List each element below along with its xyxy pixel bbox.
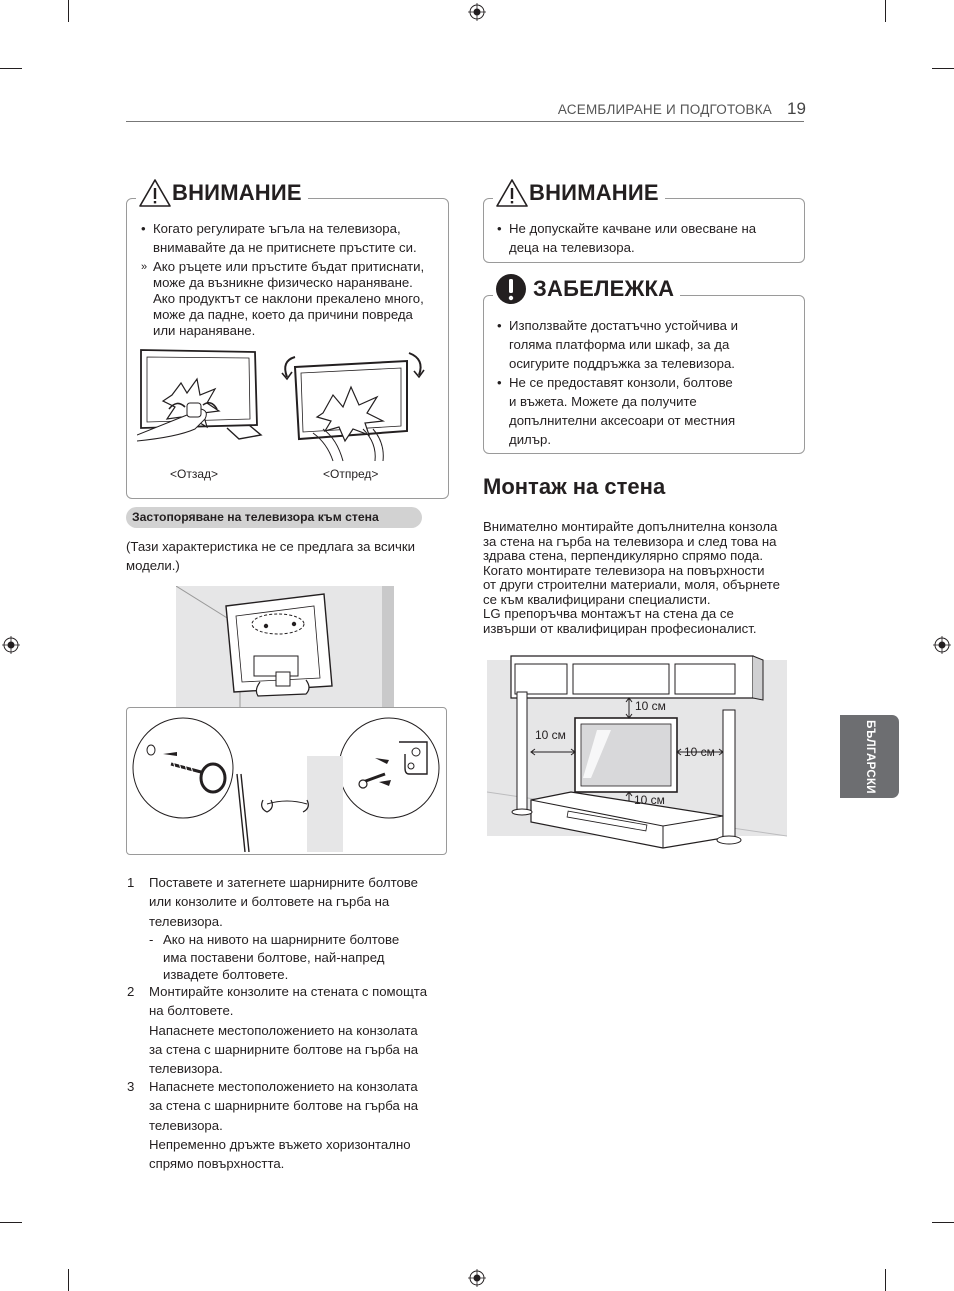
exclamation-circle-icon — [495, 273, 527, 305]
caution-title-right: ВНИМАНИЕ — [493, 178, 665, 208]
securing-heading: Застопоряване на телевизора към стена — [126, 507, 422, 528]
caution-title-left: ВНИМАНИЕ — [136, 178, 308, 208]
wall-mount-paragraph: Внимателно монтирайте допълнителна конзола за стена на гърба на телевизора и след това на здрава стена, перпендикулярно спрямо пода. Когато монтирате телевизора на повърхности от други строителни материали, моля, обърнете се към квалифицирани специалисти. LG препоръчва монтажът на стена да се извърши от квалифициран професионалист. — [483, 519, 780, 636]
bracket-detail-illustration — [127, 708, 444, 852]
step-2: 2 Монтирайте конзолите на стената с помощта на болтовете. Напаснете местоположението на конзолата за стена с шарнирните болтове на гърба на телевизора. — [127, 984, 428, 1077]
step-3: 3 Напаснете местоположението на конзолата за стена с шарнирните болтове на гърба на телевизора. Непременно дръжте въжето хоризонтално спрямо повърхността. — [127, 1079, 419, 1172]
tv-wall-corner-illustration — [176, 586, 394, 707]
caution-left-bullet: • Когато регулирате ъгъла на телевизора, внимавайте да не притиснете пръстите си. — [141, 221, 417, 255]
clearance-bottom: 10 см — [634, 793, 665, 807]
header-rule — [126, 121, 804, 122]
note-bullet-2: • Не се предоставят конзоли, болтове и въжета. Можете да получите допълнителни аксесоари от местния дилър. — [497, 375, 736, 447]
registration-mark-icon — [468, 1269, 486, 1287]
label-back: <Отзад> — [170, 467, 219, 481]
crop-mark — [932, 1222, 954, 1223]
crop-mark — [0, 1222, 22, 1223]
clearance-right: 10 см — [684, 745, 715, 759]
wall-mount-heading: Монтаж на стена — [483, 474, 666, 499]
crop-mark — [68, 0, 69, 22]
wall-mount-clearance-illustration — [487, 652, 787, 852]
step-1: 1 Поставете и затегнете шарнирните болтове или конзолите и болтовете на гърба на телевизора. — [127, 875, 418, 929]
note-bullet-1: • Използвайте достатъчно устойчива и голяма платформа или шкаф, за да осигурите поддръжка за телевизора. — [497, 318, 738, 371]
tv-angle-illustration — [137, 343, 437, 468]
step-1-note: - Ако на нивото на шарнирните болтове има поставени болтове, най-напред извадете болтовете. — [149, 932, 400, 982]
crop-mark — [885, 0, 886, 22]
label-front: <Отпред> — [323, 467, 379, 481]
registration-mark-icon — [468, 3, 486, 21]
clearance-top: 10 см — [635, 699, 666, 713]
crop-mark — [885, 1269, 886, 1291]
securing-note: (Тази характеристика не се предлага за всички модели.) — [126, 539, 415, 573]
warning-triangle-icon — [138, 178, 172, 208]
crop-mark — [0, 68, 22, 69]
page-number: 19 — [787, 99, 806, 118]
clearance-left: 10 см — [535, 728, 566, 742]
warning-triangle-icon — [495, 178, 529, 208]
registration-mark-icon — [2, 636, 20, 654]
caution-left-subbullet: » Ако ръцете или пръстите бъдат притиснати, може да възникне физическо нараняване. Ако продуктът се наклони прекалено много, може да падне, което да причини повреда или нараняване. — [141, 259, 425, 338]
caution-right-bullet: • Не допускайте качване или овесване на деца на телевизора. — [497, 221, 757, 255]
crop-mark — [932, 68, 954, 69]
section-header: АСЕМБЛИРАНЕ И ПОДГОТОВКА — [557, 102, 772, 117]
language-tab: БЪЛГАРСКИ — [840, 715, 899, 798]
note-title: ЗАБЕЛЕЖКА — [493, 273, 680, 305]
registration-mark-icon — [933, 636, 951, 654]
crop-mark — [68, 1269, 69, 1291]
